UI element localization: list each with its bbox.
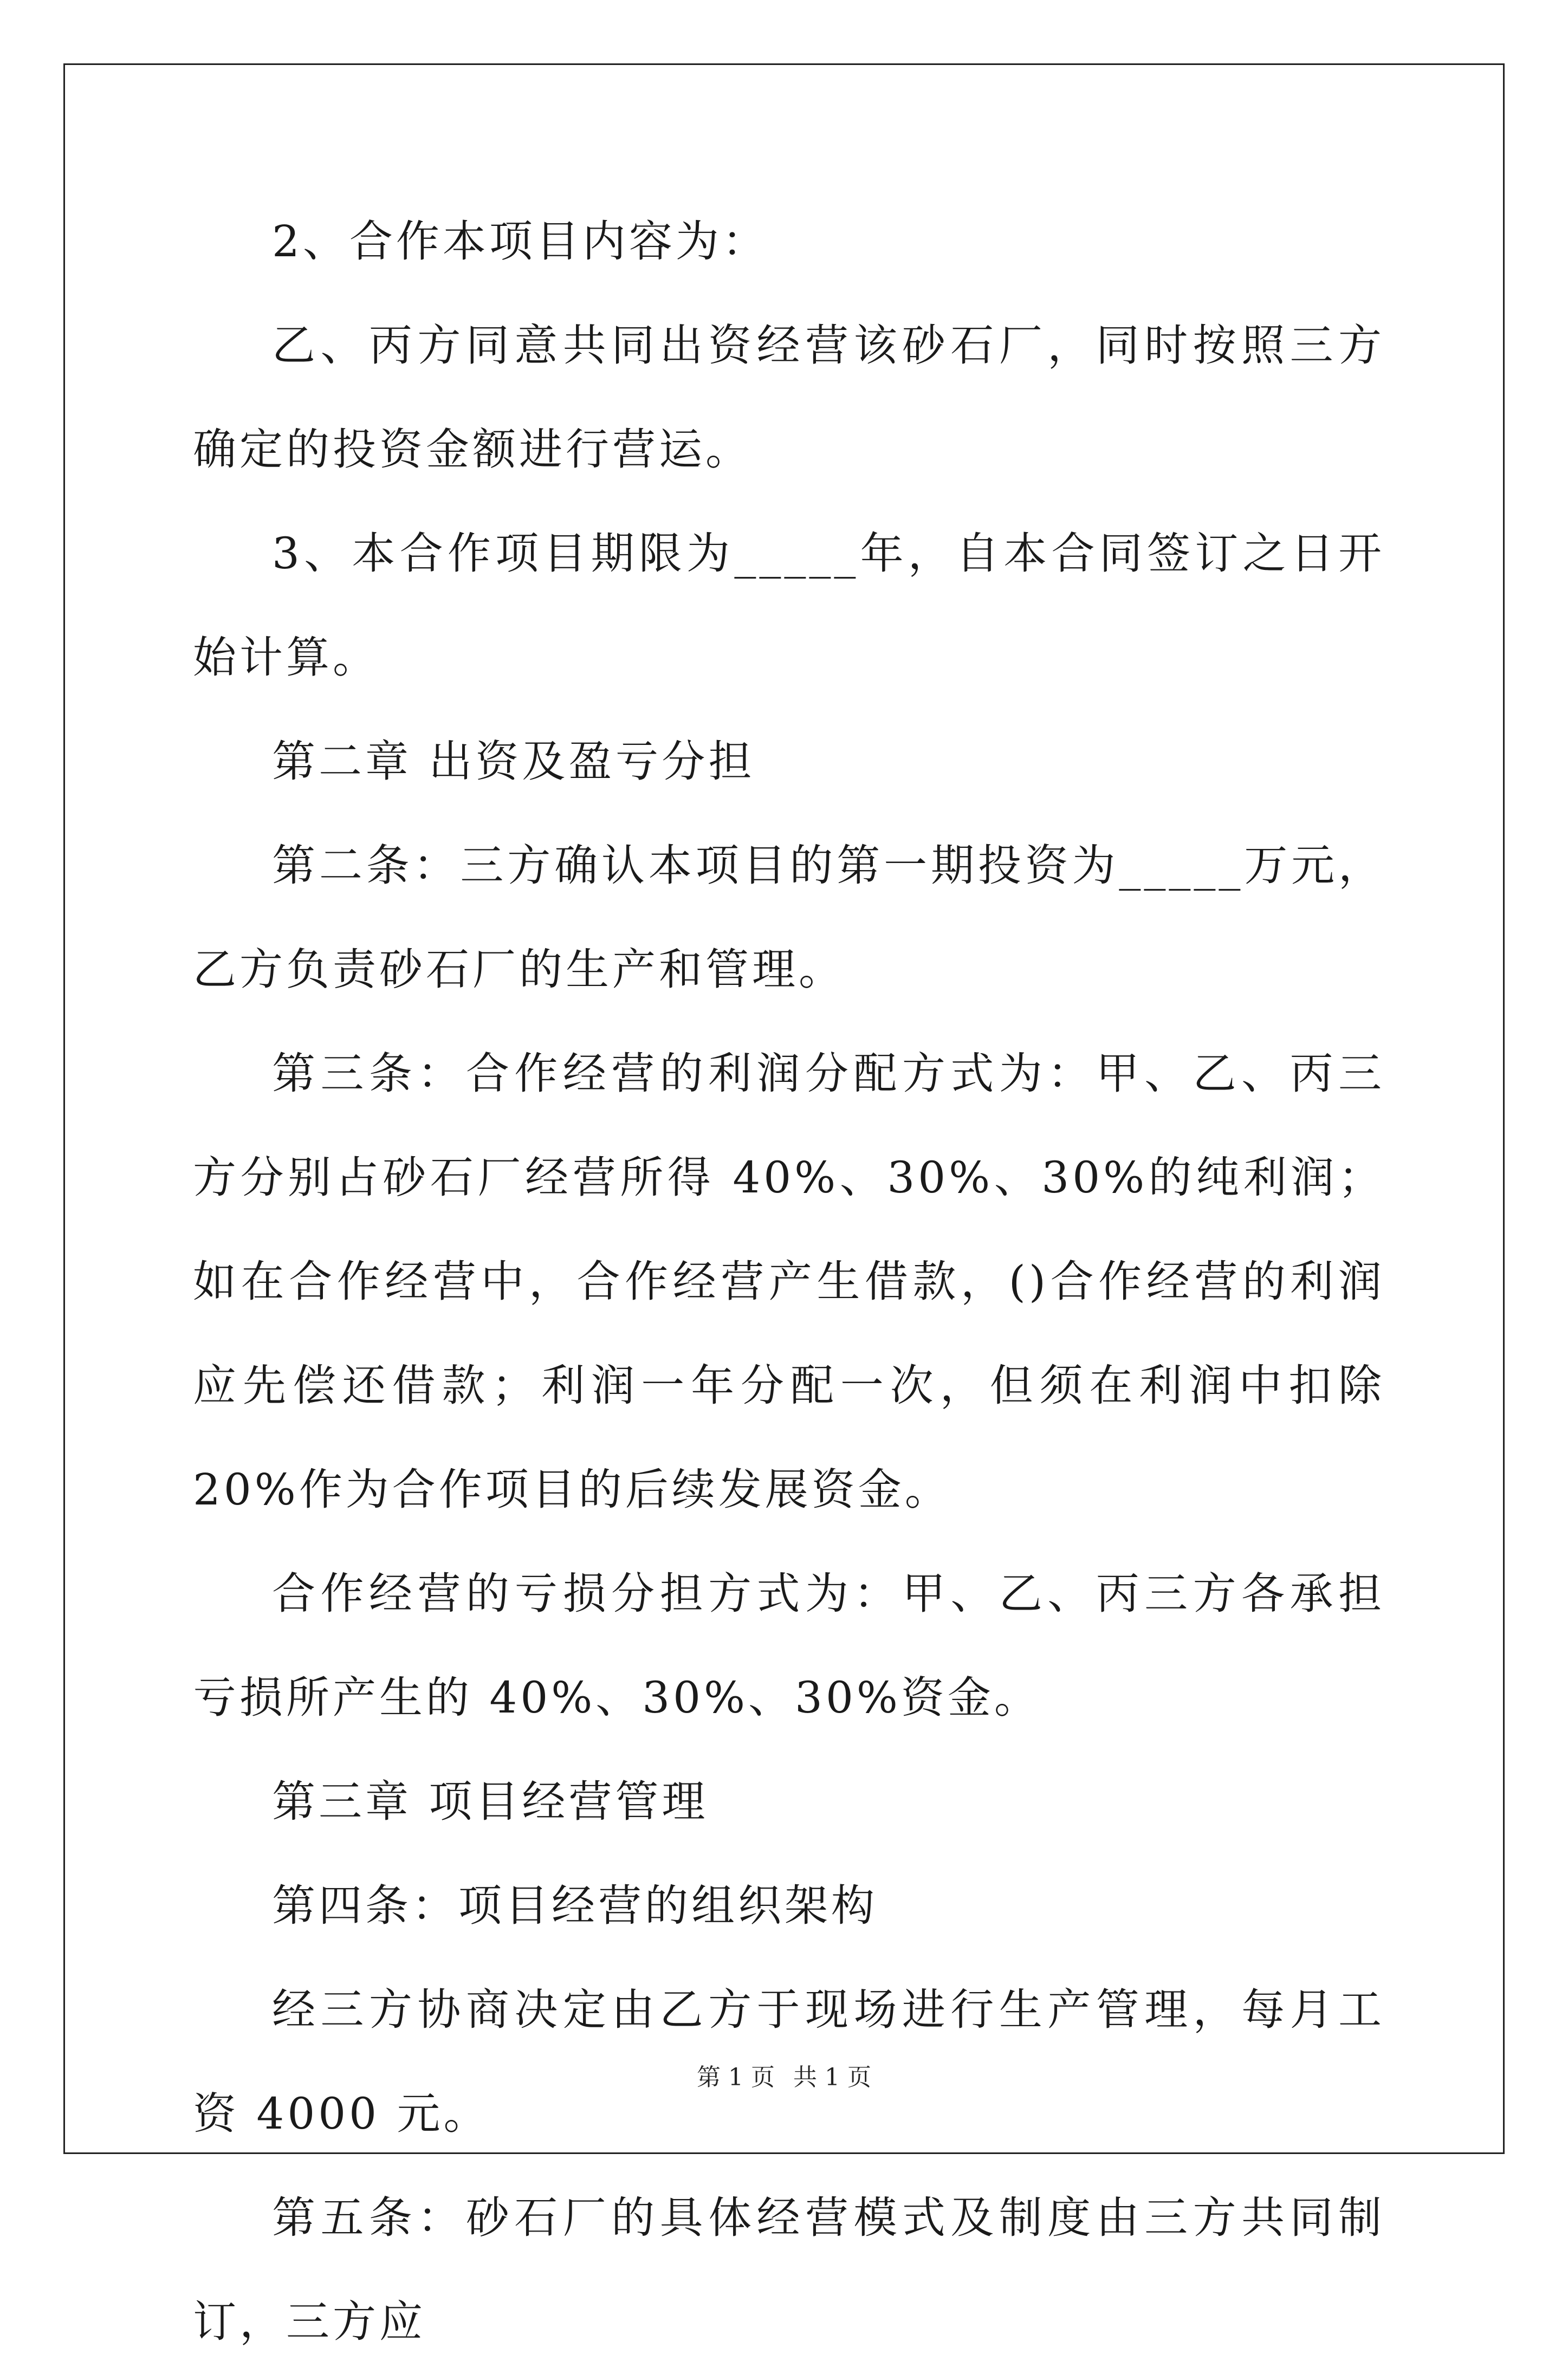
paragraph-item-2: 2、合作本项目内容为： [272, 216, 769, 267]
paragraph-item-3-term: 3、本合作项目期限为_____年，自本合同签订之日开始计算。 [193, 528, 1385, 683]
article-2: 第二条：三方确认本项目的第一期投资为_____万元，乙方负责砂石厂的生产和管理。 [193, 840, 1385, 995]
page-total: 共 1 页 [793, 2064, 871, 2091]
document-body [193, 190, 1385, 2374]
article-5: 第五条：砂石厂的具体经营模式及制度由三方共同制订，三方应 [193, 2193, 1385, 2347]
article-4: 第四条：项目经营的组织架构 [272, 1880, 878, 1931]
page-footer [0, 2061, 1568, 2094]
article-3-profit: 第三条：合作经营的利润分配方式为：甲、乙、丙三方分别占砂石厂经营所得 40%、30%、30%的纯利润；如在合作经营中，合作经营产生借款，()合作经营的利润应先偿还借款；利润一年分配一次，但须在利润中扣除 20%作为合作项目的后续发展资金。 [193, 1048, 1385, 1515]
paragraph-management-salary: 经三方协商决定由乙方于现场进行生产管理，每月工资 4000 元。 [193, 1984, 1385, 2139]
chapter-heading-2: 第二章 出资及盈亏分担 [272, 736, 755, 787]
paragraph-cooperation-content: 乙、丙方同意共同出资经营该砂石厂，同时按照三方确定的投资金额进行营运。 [193, 320, 1385, 475]
paragraph-loss-sharing: 合作经营的亏损分担方式为：甲、乙、丙三方各承担亏损所产生的 40%、30%、30%资金。 [193, 1568, 1385, 1723]
chapter-heading-3: 第三章 项目经营管理 [272, 1776, 709, 1827]
page-number: 第 1 页 [697, 2064, 775, 2091]
